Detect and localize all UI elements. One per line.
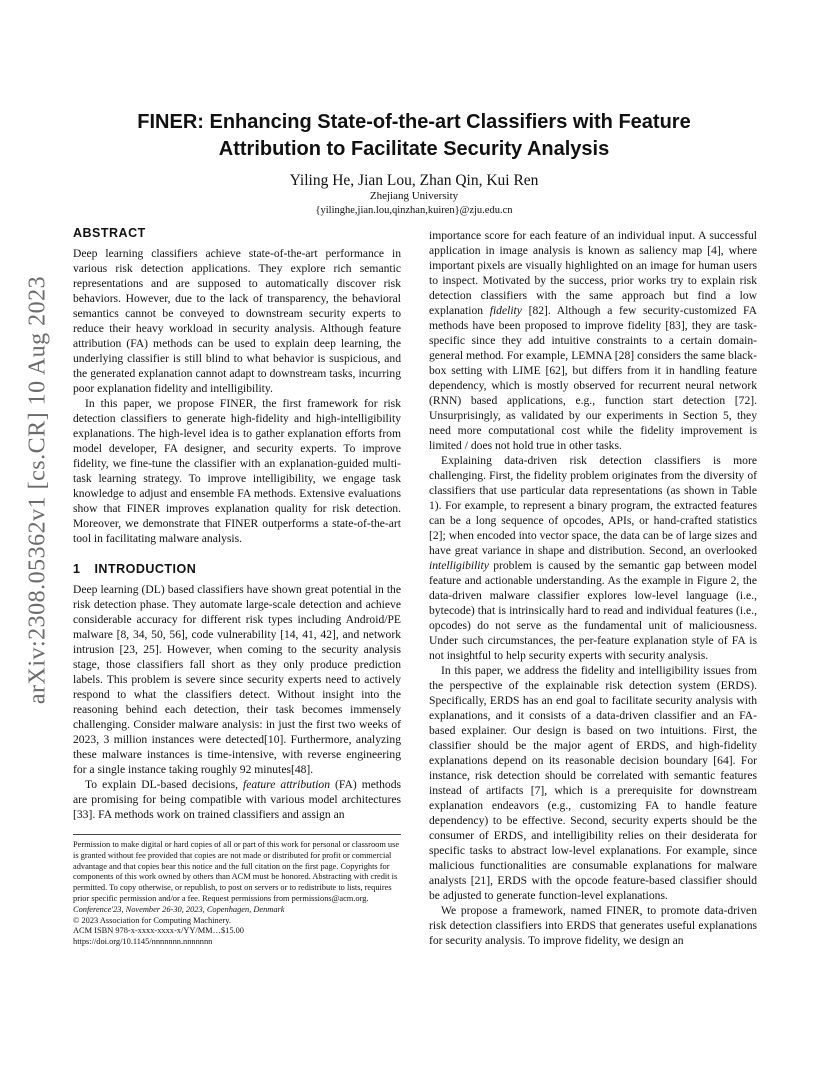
right-p1-emphasis: fidelity [489, 304, 522, 317]
right-p2-text-cont: problem is caused by the semantic gap between model feature and actionable understanding. As the example in Figure 2, the data-driven malware classifier explores low-level language (i.e., bytecode) that is intrinsically hard to read and individual features (i.e., opcodes) do not serve as the fundamental unit of maliciousness. Under such circumstances, the per-feature explanation style of FA is not insightful to help security experts with security analysis. [429, 559, 757, 662]
paper-title [60, 109, 768, 163]
section-number: 1 [73, 562, 81, 576]
arxiv-side-stamp [22, 275, 54, 705]
paper-title-line-1: FINER: Enhancing State-of-the-art Classifiers with Feature [137, 111, 691, 133]
right-paragraph-2 [429, 453, 757, 663]
arxiv-identifier: arXiv:2308.05362v1 [cs.CR] 10 Aug 2023 [24, 275, 51, 705]
intro-p2-text: To explain DL-based decisions, [85, 778, 243, 791]
section-gap [73, 546, 401, 562]
right-paragraph-3: In this paper, we address the fidelity and intelligibility issues from the perspective of the explainable risk detection system (ERDS). Specifically, ERDS has an end goal to facilitate security analysis with explanations, and it consists of a data-driven classifier and an FA-based explainer. Our design is based on two intuitions. First, the classifier should be the major agent of ERDS, and high-fidelity explanations depend on its reasonable decision boundary [64]. For instance, risk detection should be correlated with semantic features instead of artifacts [7], which is a prerequisite for downstream explanation endeavors (e.g., customizing FA to handle feature dependency) to be effective. Second, security experts should be the consumer of ERDS, and intelligibility relies on their desiderata for specific tasks to abstract low-level explanations. For example, since malicious functionalities are consumable explanations for malware analysts [21], ERDS with the opcode feature-based classifier should be adjusted to generate function-level explanations. [429, 664, 757, 902]
copyright-footnote [73, 834, 401, 948]
conference-info: Conference'23, November 26-30, 2023, Copenhagen, Denmark [73, 904, 285, 914]
right-paragraph-4: We propose a framework, named FINER, to promote data-driven risk detection classifiers into ERDS that generates useful explanations for security analysis. To improve fidelity, we design an [429, 904, 757, 947]
isbn-line: ACM ISBN 978-x-xxxx-xxxx-x/YY/MM…$15.00 [73, 926, 244, 936]
intro-paragraph-2 [73, 777, 401, 822]
affiliation: Zhejiang University [369, 190, 459, 202]
right-paragraph-1 [429, 228, 757, 453]
intro-p2-emphasis: feature attribution [242, 778, 331, 791]
doi-link[interactable]: https://doi.org/10.1145/nnnnnnn.nnnnnnn [73, 937, 213, 947]
paper-title-line-2: Attribution to Facilitate Security Analysis [218, 138, 610, 160]
intro-paragraph-1: Deep learning (DL) based classifiers have shown great potential in the risk detection phase. They automate large-scale detection and achieve considerable accuracy for different risk types including Android/PE malware [8, 34, 50, 56], code vulnerability [14, 41, 42], and network intrusion [23, 25]. However, when coming to the security analysis stage, those classifiers fall short as they only produce prediction labels. This problem is severe since security experts need to actively respond to what the classifiers detect. Without insight into the reasoning behind each detection, their task becomes immensely challenging. Consider malware analysis: in just the first two weeks of 2023, 3 million instances were detected[10]. Furthermore, analyzing these malware instances is time-intensive, with reverse engineering for a single instance taking roughly 92 minutes[48]. [73, 583, 401, 776]
intro-p2-text-cont: (FA) methods are promising for being compatible with various model architectures [33]. FA methods work on trained classifiers and assign an [73, 778, 401, 821]
introduction-heading [73, 562, 401, 577]
right-p1-text: importance score for each feature of an individual input. A successful application in image analysis is known as saliency map [4], where important pixels are visually highlighted on an image for human users to inspect. Motivated by the success, prior works try to explain risk detection classifiers with the same approach but find a low explanation [429, 229, 757, 317]
right-column [429, 228, 757, 948]
abstract-paragraph-1: Deep learning classifiers achieve state-of-the-art performance in various risk detection applications. They explore rich semantic representations and are supposed to automatically discover risk behaviors. However, due to the lack of transparency, the behavioral semantics cannot be conveyed to downstream security experts to reduce their heavy workload in security analysis. Although feature attribution (FA) methods can be used to explain deep learning, the underlying classifier is still blind to what behavior is suspicious, and the generated explanation cannot adapt to downstream tasks, incurring poor explanation fidelity and intelligibility. [73, 247, 401, 395]
copyright-line: © 2023 Association for Computing Machinery. [73, 915, 231, 925]
abstract-heading: ABSTRACT [73, 226, 146, 240]
left-column [73, 226, 401, 822]
permission-notice: Permission to make digital or hard copies of all or part of this work for personal or classroom use is granted without fee provided that copies are not made or distributed for profit or commercial advantage and that copies bear this notice and the full citation on the first page. Copyrights for components of this work owned by others than ACM must be honored. Abstracting with credit is permitted. To copy otherwise, or republish, to post on servers or to redistribute to lists, requires prior specific permission and/or a fee. Request permissions from permissions@acm.org. [73, 840, 400, 903]
right-p2-text: Explaining data-driven risk detection classifiers is more challenging. First, the fidelity problem originates from the diversity of classifiers that use particular data representations (as shown in Table 1). For example, to represent a binary program, the extracted features can be a long sequence of opcodes, APIs, or hand-crafted statistics [2]; when encoded into vector space, the data can be of large sizes and have great variance in shape and distribution. Second, an overlooked [429, 454, 757, 557]
right-p1-text-cont: [82]. Although a few security-customized FA methods have been proposed to improve fidelity [83], they are task-specific since they add intuitive constraints to a certain domain-general method. For example, LEMNA [28] considers the same black-box setting with LIME [62], but differs from it in handling feature dependency, which is mostly observed for recurrent neural network (RNN) based applications, e.g., function start detection [72]. Unsurprisingly, as validated by our experiments in Section 5, they need more computational cost while the fidelity improvement is limited / does not hold true in other tasks. [429, 304, 757, 452]
abstract-paragraph-2: In this paper, we propose FINER, the first framework for risk detection classifiers to generate high-fidelity and high-intelligibility explanations. The high-level idea is to gather explanation efforts from model developer, FA designer, and security experts. To improve fidelity, we fine-tune the classifier with an explanation-guided multi-task learning strategy. To improve intelligibility, we engage task knowledge to adjust and ensemble FA methods. Extensive evaluations show that FINER improves explanation quality for risk detection. Moreover, we demonstrate that FINER outperforms a state-of-the-art tool in facilitating malware analysis. [73, 397, 401, 545]
author-list: Yiling He, Jian Lou, Zhan Qin, Kui Ren [289, 172, 539, 189]
section-title: INTRODUCTION [94, 562, 197, 576]
right-p2-emphasis: intelligibility [429, 559, 489, 572]
author-emails: {yilinghe,jian.lou,qinzhan,kuiren}@zju.edu.cn [315, 205, 513, 216]
